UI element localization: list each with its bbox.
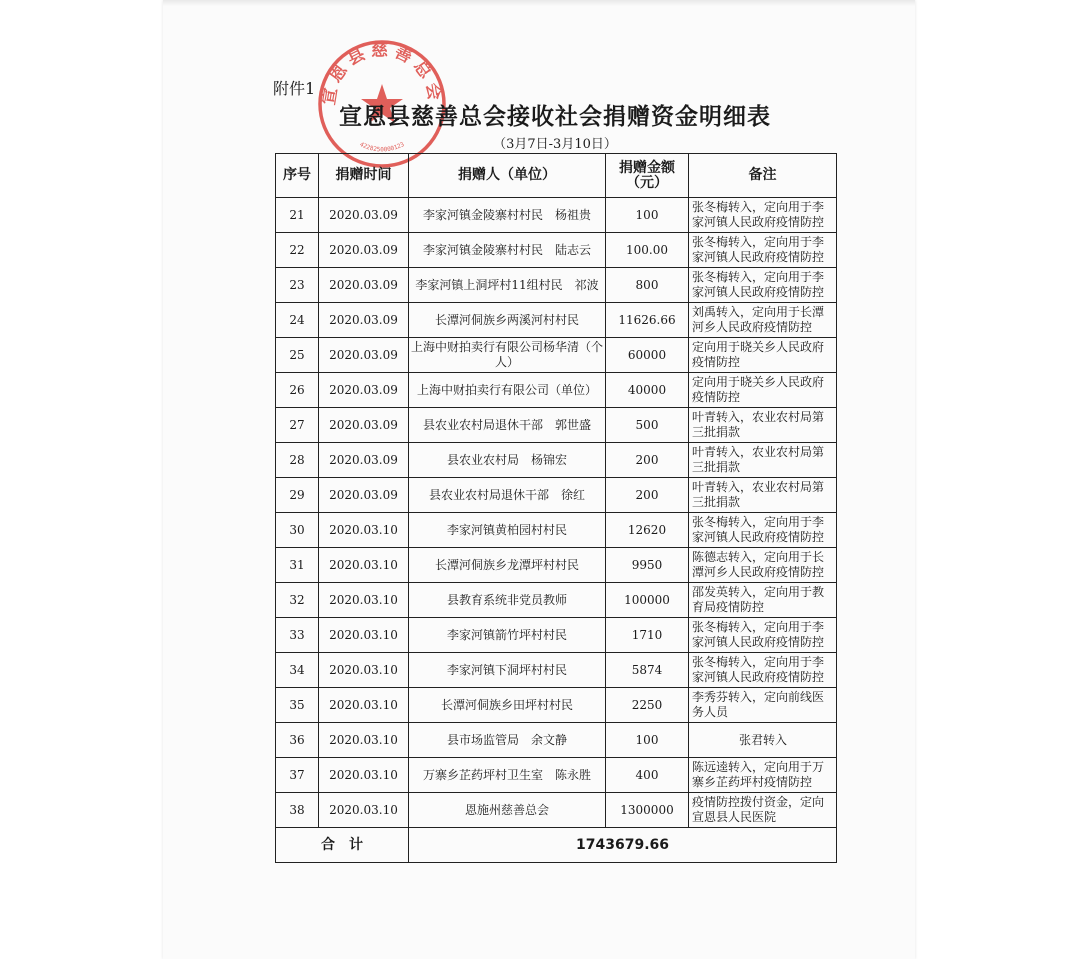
table-row [276,548,837,583]
row-note: 张君转入 [689,723,837,758]
row-date: 2020.03.10 [319,513,409,548]
row-amount: 12620 [606,513,689,548]
table-row [276,233,837,268]
row-no: 24 [276,303,319,338]
row-no: 28 [276,443,319,478]
row-note: 李秀芬转入，定向前线医务人员 [689,688,837,723]
row-date: 2020.03.10 [319,618,409,653]
table-row [276,373,837,408]
row-no: 22 [276,233,319,268]
total-value: 1743679.66 [409,828,837,863]
header-note: 备注 [689,154,837,198]
row-amount: 1710 [606,618,689,653]
row-date: 2020.03.09 [319,303,409,338]
row-date: 2020.03.09 [319,408,409,443]
row-no: 25 [276,338,319,373]
row-note: 定向用于晓关乡人民政府疫情防控 [689,373,837,408]
row-note: 张冬梅转入，定向用于李家河镇人民政府疫情防控 [689,513,837,548]
row-date: 2020.03.09 [319,443,409,478]
row-donor: 李家河镇金陵寨村村民 杨祖贵 [409,198,606,233]
table-row [276,338,837,373]
row-donor: 县农业农村局 杨锦宏 [409,443,606,478]
row-donor: 长潭河侗族乡两溪河村村民 [409,303,606,338]
row-note: 张冬梅转入，定向用于李家河镇人民政府疫情防控 [689,268,837,303]
row-note: 叶青转入，农业农村局第三批捐款 [689,408,837,443]
row-no: 38 [276,793,319,828]
row-amount: 100.00 [606,233,689,268]
row-date: 2020.03.09 [319,268,409,303]
row-note: 叶青转入，农业农村局第三批捐款 [689,478,837,513]
svg-text:4228250000123: 4228250000123 [358,141,406,154]
row-donor: 县农业农村局退休干部 徐红 [409,478,606,513]
table-row [276,478,837,513]
row-amount: 200 [606,443,689,478]
table-row [276,653,837,688]
row-no: 34 [276,653,319,688]
row-no: 23 [276,268,319,303]
row-date: 2020.03.10 [319,758,409,793]
row-note: 陈德志转入，定向用于长潭河乡人民政府疫情防控 [689,548,837,583]
table-row [276,688,837,723]
row-note: 邵发英转入，定向用于教育局疫情防控 [689,583,837,618]
row-donor: 县市场监管局 余文静 [409,723,606,758]
row-amount: 1300000 [606,793,689,828]
row-amount: 2250 [606,688,689,723]
row-note: 疫情防控拨付资金，定向宣恩县人民医院 [689,793,837,828]
row-donor: 上海中财拍卖行有限公司杨华清（个人） [409,338,606,373]
row-no: 36 [276,723,319,758]
table-row [276,303,837,338]
row-note: 张冬梅转入，定向用于李家河镇人民政府疫情防控 [689,233,837,268]
row-donor: 恩施州慈善总会 [409,793,606,828]
row-donor: 李家河镇上洞坪村11组村民 祁波 [409,268,606,303]
row-amount: 9950 [606,548,689,583]
row-date: 2020.03.10 [319,583,409,618]
row-amount: 200 [606,478,689,513]
table-row [276,513,837,548]
row-donor: 李家河镇金陵寨村村民 陆志云 [409,233,606,268]
row-date: 2020.03.09 [319,198,409,233]
page-title: 宣恩县慈善总会接收社会捐赠资金明细表 [339,104,771,130]
row-donor: 县农业农村局退休干部 郭世盛 [409,408,606,443]
row-donor: 李家河镇黄柏园村村民 [409,513,606,548]
row-no: 37 [276,758,319,793]
row-amount: 100000 [606,583,689,618]
row-note: 张冬梅转入，定向用于李家河镇人民政府疫情防控 [689,618,837,653]
row-amount: 800 [606,268,689,303]
table-row [276,758,837,793]
row-no: 27 [276,408,319,443]
header-amount: 捐赠金额（元） [606,154,689,198]
row-donor: 李家河镇箭竹坪村村民 [409,618,606,653]
table-row [276,723,837,758]
table-row [276,198,837,233]
table-row [276,793,837,828]
table-row [276,618,837,653]
svg-text:宣恩县慈善总会: 宣恩县慈善总会 [319,40,445,107]
row-note: 定向用于晓关乡人民政府疫情防控 [689,338,837,373]
header-date: 捐赠时间 [319,154,409,198]
row-donor: 县教育系统非党员教师 [409,583,606,618]
donation-table [275,153,837,863]
row-no: 30 [276,513,319,548]
header-donor: 捐赠人（单位） [409,154,606,198]
page-edge [163,0,915,6]
row-note: 张冬梅转入，定向用于李家河镇人民政府疫情防控 [689,198,837,233]
row-no: 21 [276,198,319,233]
row-note: 叶青转入，农业农村局第三批捐款 [689,443,837,478]
row-donor: 上海中财拍卖行有限公司（单位） [409,373,606,408]
row-date: 2020.03.10 [319,653,409,688]
row-donor: 长潭河侗族乡田坪村村民 [409,688,606,723]
row-no: 31 [276,548,319,583]
date-range-subtitle: （3月7日-3月10日） [493,137,617,152]
row-amount: 60000 [606,338,689,373]
row-no: 33 [276,618,319,653]
row-date: 2020.03.09 [319,338,409,373]
row-date: 2020.03.09 [319,478,409,513]
total-row [276,828,837,863]
row-no: 32 [276,583,319,618]
table-row [276,583,837,618]
row-amount: 500 [606,408,689,443]
row-date: 2020.03.10 [319,548,409,583]
row-no: 35 [276,688,319,723]
row-note: 陈远逵转入，定向用于万寨乡芷药坪村疫情防控 [689,758,837,793]
row-amount: 40000 [606,373,689,408]
row-amount: 5874 [606,653,689,688]
row-date: 2020.03.09 [319,373,409,408]
table-row [276,443,837,478]
table-row [276,408,837,443]
attachment-label: 附件1 [273,79,316,98]
header-no: 序号 [276,154,319,198]
row-donor: 李家河镇下洞坪村村民 [409,653,606,688]
row-amount: 100 [606,723,689,758]
row-date: 2020.03.10 [319,793,409,828]
row-donor: 万寨乡芷药坪村卫生室 陈永胜 [409,758,606,793]
row-amount: 100 [606,198,689,233]
row-note: 张冬梅转入，定向用于李家河镇人民政府疫情防控 [689,653,837,688]
table-header-row [276,154,837,198]
row-note: 刘禹转入，定向用于长潭河乡人民政府疫情防控 [689,303,837,338]
row-amount: 400 [606,758,689,793]
row-date: 2020.03.09 [319,233,409,268]
row-donor: 长潭河侗族乡龙潭坪村村民 [409,548,606,583]
row-no: 26 [276,373,319,408]
row-no: 29 [276,478,319,513]
row-date: 2020.03.10 [319,723,409,758]
total-label: 合 计 [276,828,409,863]
table-row [276,268,837,303]
row-amount: 11626.66 [606,303,689,338]
row-date: 2020.03.10 [319,688,409,723]
